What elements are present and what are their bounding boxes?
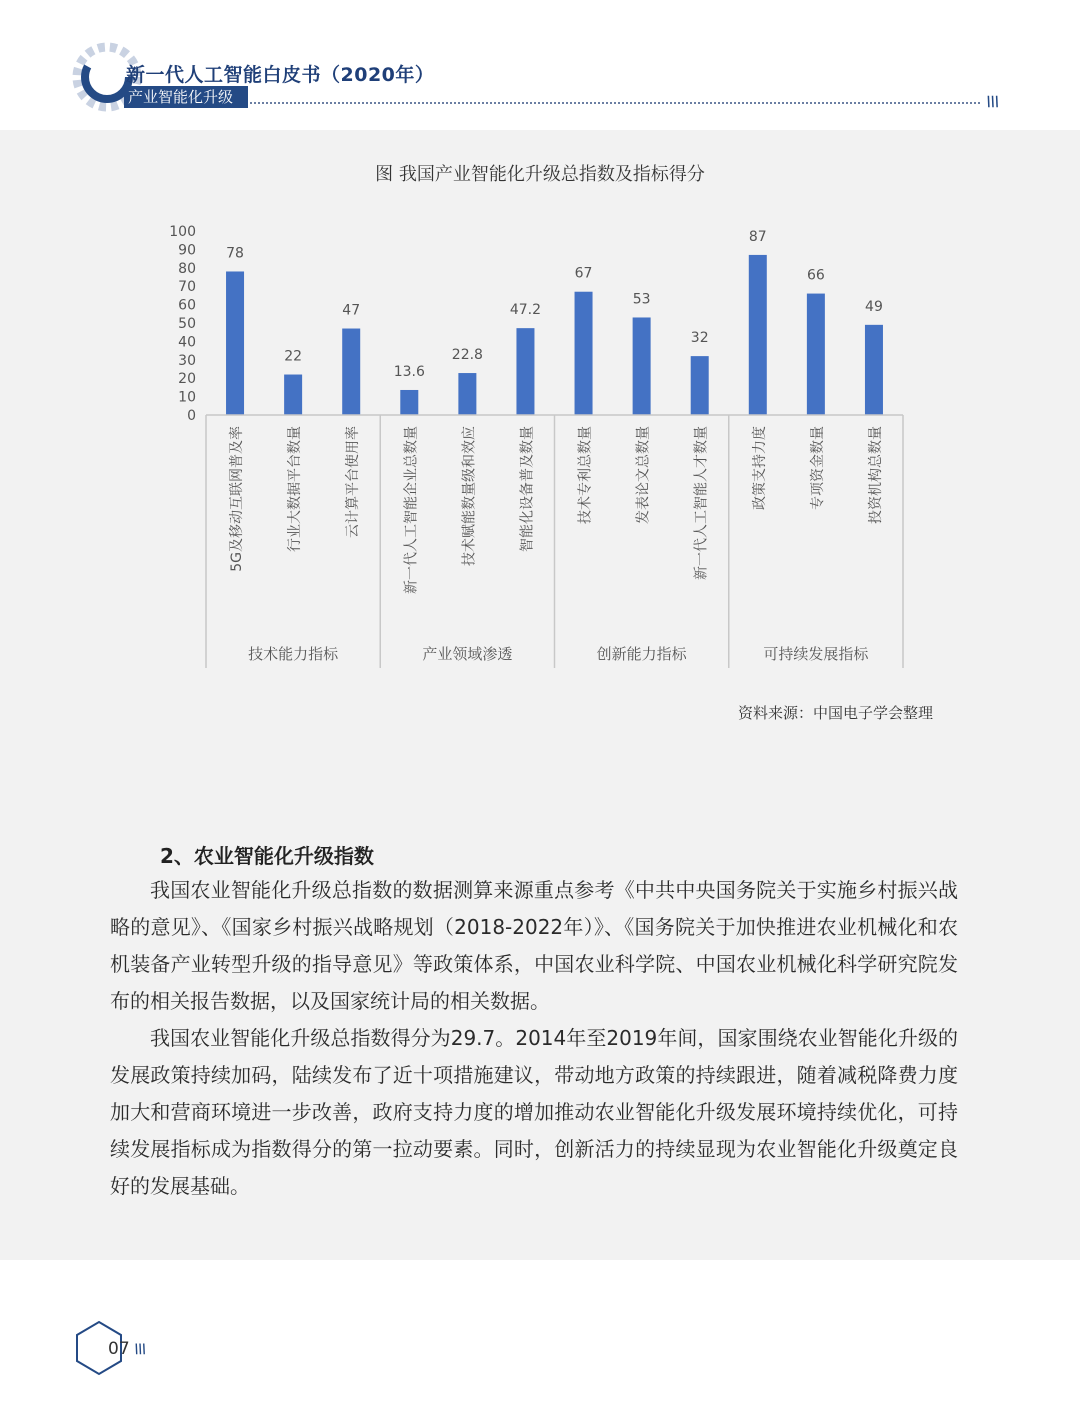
category-label: 5G及移动互联网普及率: [229, 426, 246, 572]
section-heading: 2、农业智能化升级指数: [160, 844, 374, 868]
y-tick-label: 30: [178, 352, 196, 369]
category-label: 投资机构总数量: [867, 426, 884, 524]
bar: [226, 271, 244, 415]
data-label: 13.6: [393, 363, 425, 380]
category-label: 政策支持力度: [751, 426, 768, 510]
data-label: 32: [690, 330, 709, 347]
bar: [400, 390, 418, 415]
data-label: 22: [284, 348, 303, 365]
category-label: 云计算平台使用率: [345, 426, 362, 538]
bar: [516, 328, 534, 415]
header-marks: \\\: [983, 94, 1001, 110]
data-label: 78: [226, 245, 244, 262]
group-label: 技术能力指标: [248, 645, 339, 663]
data-label: 49: [865, 298, 883, 315]
bar: [342, 329, 360, 415]
category-label: 技术赋能数量级和效应: [461, 426, 478, 566]
y-tick-label: 80: [178, 260, 196, 277]
footer-marks: \\\: [131, 1342, 148, 1357]
page-number: 07: [108, 1339, 130, 1359]
y-tick-label: 100: [169, 224, 196, 240]
category-label: 智能化设备普及数量: [519, 426, 536, 552]
bar: [691, 356, 709, 415]
category-label: 新一代人工智能人才数量: [693, 426, 710, 580]
bar: [749, 255, 767, 415]
group-label: 可持续发展指标: [763, 645, 869, 663]
y-tick-label: 50: [178, 316, 196, 332]
data-label: 53: [632, 291, 651, 308]
category-label: 行业大数据平台数量: [287, 426, 304, 552]
data-label: 47: [342, 302, 361, 319]
data-label: 87: [748, 228, 767, 245]
y-tick-label: 70: [178, 279, 196, 296]
y-tick-label: 0: [187, 408, 196, 424]
data-label: 67: [574, 265, 593, 282]
group-label: 创新能力指标: [596, 645, 687, 663]
header-subtitle: 产业智能化升级: [124, 86, 248, 108]
paragraph: 我国农业智能化升级总指数得分为29.7。2014年至2019年间，国家围绕农业智能化升级的发展政策持续加码，陆续发布了近十项措施建议，带动地方政策的持续跟进，随着减税降费力度加大和营商环境进一步改善，政府支持力度的增加推动农业智能化升级发展环境持续优化，可持续发展指标成为指数得分的第一拉动要素。同时，创新活力的持续显现为农业智能化升级奠定良好的发展基础。: [110, 1026, 958, 1198]
figure-title: 图 我国产业智能化升级总指数及指标得分: [375, 164, 705, 185]
figure-source: 资料来源：中国电子学会整理: [738, 704, 934, 722]
y-tick-label: 60: [178, 297, 196, 314]
header-title: 新一代人工智能白皮书（2020年）: [126, 64, 435, 86]
category-label: 专项资金数量: [809, 426, 826, 510]
data-label: 47.2: [509, 302, 542, 319]
category-label: 发表论文总数量: [635, 426, 652, 524]
y-tick-label: 90: [178, 242, 196, 259]
data-label: 66: [806, 267, 825, 284]
y-tick-label: 10: [178, 389, 196, 406]
bar: [865, 325, 883, 415]
paragraph: 我国农业智能化升级总指数的数据测算来源重点参考《中共中央国务院关于实施乡村振兴战略的意见》、《国家乡村振兴战略规划（2018-2022年）》、《国务院关于加快推进农业机械化和农机装备产业转型升级的指导意见》等政策体系，中国农业科学院、中国农业机械化科学研究院发布的相关报告数据，以及国家统计局的相关数据。: [110, 878, 958, 1013]
bar: [575, 292, 593, 415]
bar: [458, 373, 476, 415]
bar: [284, 375, 302, 415]
bar: [807, 294, 825, 415]
data-label: 22.8: [451, 347, 483, 364]
bar: [633, 317, 651, 415]
category-label: 新一代人工智能企业总数量: [403, 425, 420, 594]
y-tick-label: 40: [178, 334, 196, 351]
y-tick-label: 20: [178, 371, 196, 388]
category-label: 技术专利总数量: [577, 426, 594, 524]
bar-chart: [0, 0, 1080, 700]
group-label: 产业领域渗透: [422, 645, 513, 663]
